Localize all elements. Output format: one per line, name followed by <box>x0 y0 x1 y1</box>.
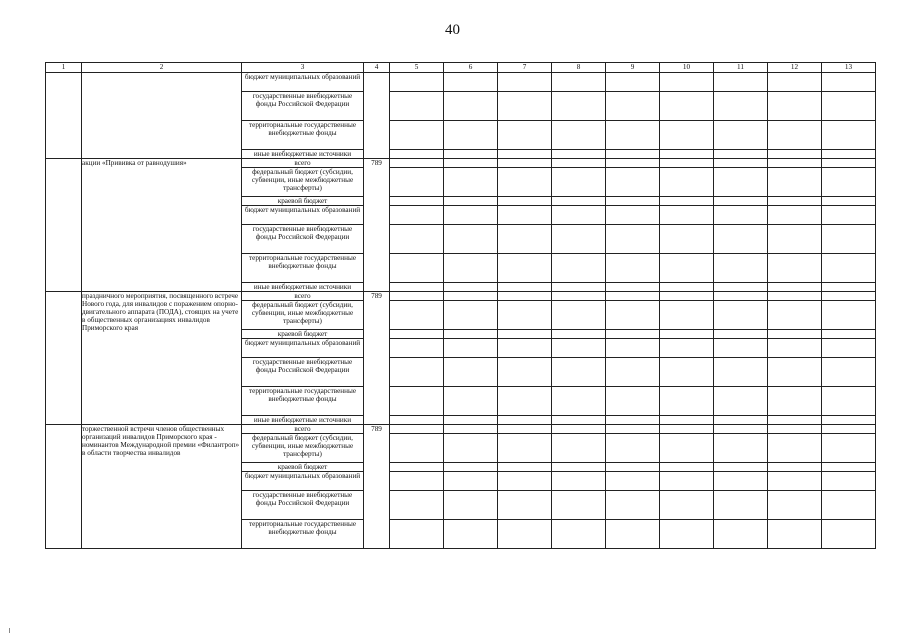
value-cell <box>714 425 768 434</box>
value-cell <box>714 491 768 520</box>
value-cell <box>390 159 444 168</box>
value-cell <box>444 206 498 225</box>
value-cell <box>552 73 606 92</box>
funding-source-cell: краевой бюджет <box>242 330 364 339</box>
column-header: 6 <box>444 63 498 73</box>
value-cell <box>606 150 660 159</box>
value-cell <box>714 301 768 330</box>
column-header: 7 <box>498 63 552 73</box>
value-cell <box>660 121 714 150</box>
value-cell <box>444 121 498 150</box>
value-cell <box>822 206 876 225</box>
value-cell <box>768 283 822 292</box>
value-cell <box>552 416 606 425</box>
value-cell <box>444 434 498 463</box>
value-cell <box>444 168 498 197</box>
page-number: 40 <box>445 22 460 38</box>
value-cell <box>390 330 444 339</box>
value-cell <box>444 520 498 549</box>
value-cell <box>660 416 714 425</box>
value-cell <box>768 339 822 358</box>
value-cell <box>552 425 606 434</box>
row-number-cell <box>46 292 82 425</box>
funding-source-cell: государственные внебюджетные фонды Российской Федерации <box>242 92 364 121</box>
value-cell <box>768 491 822 520</box>
value-cell <box>498 150 552 159</box>
value-cell <box>552 491 606 520</box>
value-cell <box>822 225 876 254</box>
value-cell <box>768 416 822 425</box>
value-cell <box>606 339 660 358</box>
funding-source-cell: федеральный бюджет (субсидии, субвенции, иные межбюджетные трансферты) <box>242 434 364 463</box>
event-name-cell: торжественной встречи членов общественных организаций инвалидов Приморского края - номинантов Международной премии «Филантроп» в области творчества инвалидов <box>82 425 242 549</box>
value-cell <box>822 425 876 434</box>
value-cell <box>606 254 660 283</box>
value-cell <box>390 121 444 150</box>
value-cell <box>390 425 444 434</box>
value-cell <box>552 92 606 121</box>
value-cell <box>444 387 498 416</box>
value-cell <box>552 339 606 358</box>
funding-source-cell: иные внебюджетные источники <box>242 283 364 292</box>
value-cell <box>444 339 498 358</box>
value-cell <box>714 225 768 254</box>
value-cell <box>660 159 714 168</box>
value-cell <box>444 491 498 520</box>
value-cell <box>606 358 660 387</box>
funding-source-cell: федеральный бюджет (субсидии, субвенции, иные межбюджетные трансферты) <box>242 301 364 330</box>
value-cell <box>822 491 876 520</box>
value-cell <box>660 206 714 225</box>
value-cell <box>660 387 714 416</box>
value-cell <box>552 206 606 225</box>
value-cell <box>768 206 822 225</box>
code-cell: 789 <box>364 292 390 425</box>
value-cell <box>660 73 714 92</box>
value-cell <box>714 254 768 283</box>
value-cell <box>390 150 444 159</box>
value-cell <box>768 150 822 159</box>
value-cell <box>660 197 714 206</box>
funding-source-cell: территориальные государственные внебюджетные фонды <box>242 254 364 283</box>
funding-source-cell: иные внебюджетные источники <box>242 150 364 159</box>
value-cell <box>822 121 876 150</box>
funding-source-cell: территориальные государственные внебюджетные фонды <box>242 520 364 549</box>
value-cell <box>822 520 876 549</box>
value-cell <box>498 206 552 225</box>
table-row <box>46 73 876 92</box>
value-cell <box>390 283 444 292</box>
column-header: 4 <box>364 63 390 73</box>
value-cell <box>390 225 444 254</box>
value-cell <box>390 520 444 549</box>
value-cell <box>498 387 552 416</box>
value-cell <box>498 121 552 150</box>
value-cell <box>606 292 660 301</box>
column-header: 11 <box>714 63 768 73</box>
code-cell <box>364 73 390 159</box>
value-cell <box>660 225 714 254</box>
funding-source-cell: иные внебюджетные источники <box>242 416 364 425</box>
column-header: 8 <box>552 63 606 73</box>
value-cell <box>660 425 714 434</box>
value-cell <box>714 283 768 292</box>
value-cell <box>822 339 876 358</box>
header-row <box>46 63 876 73</box>
value-cell <box>768 73 822 92</box>
value-cell <box>498 416 552 425</box>
value-cell <box>552 434 606 463</box>
value-cell <box>768 330 822 339</box>
value-cell <box>390 168 444 197</box>
value-cell <box>498 330 552 339</box>
event-name-cell <box>82 73 242 159</box>
value-cell <box>390 434 444 463</box>
column-header: 2 <box>82 63 242 73</box>
value-cell <box>714 206 768 225</box>
value-cell <box>606 463 660 472</box>
value-cell <box>822 301 876 330</box>
value-cell <box>498 434 552 463</box>
column-header: 1 <box>46 63 82 73</box>
value-cell <box>714 73 768 92</box>
value-cell <box>822 292 876 301</box>
value-cell <box>444 73 498 92</box>
funding-source-cell: государственные внебюджетные фонды Российской Федерации <box>242 491 364 520</box>
value-cell <box>768 159 822 168</box>
value-cell <box>498 254 552 283</box>
value-cell <box>552 197 606 206</box>
value-cell <box>390 358 444 387</box>
value-cell <box>768 225 822 254</box>
funding-source-cell: бюджет муниципальных образований <box>242 73 364 92</box>
value-cell <box>660 358 714 387</box>
value-cell <box>390 292 444 301</box>
value-cell <box>444 301 498 330</box>
funding-source-cell: федеральный бюджет (субсидии, субвенции, иные межбюджетные трансферты) <box>242 168 364 197</box>
value-cell <box>444 197 498 206</box>
value-cell <box>606 283 660 292</box>
event-name-cell: акции «Прививка от равнодушия» <box>82 159 242 292</box>
code-cell: 789 <box>364 425 390 549</box>
value-cell <box>768 358 822 387</box>
value-cell <box>552 225 606 254</box>
funding-source-cell: государственные внебюджетные фонды Российской Федерации <box>242 358 364 387</box>
event-name-cell: праздничного мероприятия, посвященного встрече Нового года, для инвалидов с поражением опорно-двигательного аппарата (ПОДА), стоящих на учете в общественных организациях инвалидов Приморского края <box>82 292 242 425</box>
value-cell <box>498 358 552 387</box>
value-cell <box>822 159 876 168</box>
value-cell <box>768 121 822 150</box>
value-cell <box>606 159 660 168</box>
value-cell <box>660 339 714 358</box>
value-cell <box>714 387 768 416</box>
value-cell <box>822 283 876 292</box>
funding-source-cell: территориальные государственные внебюджетные фонды <box>242 387 364 416</box>
value-cell <box>768 434 822 463</box>
budget-table <box>45 62 876 549</box>
value-cell <box>768 197 822 206</box>
value-cell <box>714 472 768 491</box>
value-cell <box>660 472 714 491</box>
value-cell <box>714 168 768 197</box>
value-cell <box>390 73 444 92</box>
value-cell <box>552 358 606 387</box>
value-cell <box>552 292 606 301</box>
value-cell <box>498 73 552 92</box>
value-cell <box>498 159 552 168</box>
value-cell <box>822 92 876 121</box>
value-cell <box>498 463 552 472</box>
value-cell <box>768 254 822 283</box>
value-cell <box>390 197 444 206</box>
value-cell <box>660 168 714 197</box>
value-cell <box>606 92 660 121</box>
value-cell <box>444 358 498 387</box>
column-header: 9 <box>606 63 660 73</box>
value-cell <box>822 463 876 472</box>
value-cell <box>552 159 606 168</box>
value-cell <box>606 520 660 549</box>
funding-source-cell: государственные внебюджетные фонды Российской Федерации <box>242 225 364 254</box>
column-header: 3 <box>242 63 364 73</box>
value-cell <box>714 416 768 425</box>
value-cell <box>822 358 876 387</box>
value-cell <box>444 150 498 159</box>
value-cell <box>606 206 660 225</box>
value-cell <box>552 254 606 283</box>
value-cell <box>768 92 822 121</box>
value-cell <box>498 520 552 549</box>
value-cell <box>444 330 498 339</box>
value-cell <box>714 339 768 358</box>
table-row <box>46 292 876 301</box>
column-header: 5 <box>390 63 444 73</box>
value-cell <box>552 121 606 150</box>
value-cell <box>552 301 606 330</box>
value-cell <box>606 225 660 254</box>
funding-source-cell: бюджет муниципальных образований <box>242 339 364 358</box>
value-cell <box>390 387 444 416</box>
value-cell <box>444 92 498 121</box>
scan-mark <box>9 628 10 633</box>
value-cell <box>660 254 714 283</box>
value-cell <box>498 168 552 197</box>
value-cell <box>552 168 606 197</box>
value-cell <box>552 150 606 159</box>
value-cell <box>714 121 768 150</box>
value-cell <box>552 520 606 549</box>
value-cell <box>390 92 444 121</box>
column-header: 10 <box>660 63 714 73</box>
value-cell <box>390 339 444 358</box>
value-cell <box>606 168 660 197</box>
value-cell <box>660 434 714 463</box>
value-cell <box>714 434 768 463</box>
value-cell <box>714 197 768 206</box>
value-cell <box>444 472 498 491</box>
value-cell <box>660 491 714 520</box>
value-cell <box>714 292 768 301</box>
value-cell <box>390 472 444 491</box>
value-cell <box>660 283 714 292</box>
value-cell <box>660 330 714 339</box>
value-cell <box>822 387 876 416</box>
value-cell <box>822 330 876 339</box>
code-cell: 789 <box>364 159 390 292</box>
value-cell <box>660 150 714 159</box>
value-cell <box>498 197 552 206</box>
table-row <box>46 425 876 434</box>
value-cell <box>768 292 822 301</box>
value-cell <box>768 301 822 330</box>
table-row <box>46 159 876 168</box>
value-cell <box>444 416 498 425</box>
value-cell <box>714 92 768 121</box>
value-cell <box>444 283 498 292</box>
row-number-cell <box>46 73 82 159</box>
funding-source-cell: территориальные государственные внебюджетные фонды <box>242 121 364 150</box>
column-header: 13 <box>822 63 876 73</box>
value-cell <box>390 416 444 425</box>
value-cell <box>768 520 822 549</box>
value-cell <box>390 463 444 472</box>
value-cell <box>606 387 660 416</box>
value-cell <box>714 150 768 159</box>
value-cell <box>714 463 768 472</box>
value-cell <box>444 292 498 301</box>
value-cell <box>498 283 552 292</box>
funding-source-cell: краевой бюджет <box>242 463 364 472</box>
value-cell <box>444 159 498 168</box>
value-cell <box>444 225 498 254</box>
value-cell <box>768 472 822 491</box>
value-cell <box>552 387 606 416</box>
value-cell <box>390 254 444 283</box>
value-cell <box>444 254 498 283</box>
value-cell <box>714 358 768 387</box>
value-cell <box>606 434 660 463</box>
funding-source-cell: всего <box>242 292 364 301</box>
value-cell <box>660 92 714 121</box>
column-header: 12 <box>768 63 822 73</box>
value-cell <box>606 472 660 491</box>
value-cell <box>552 330 606 339</box>
value-cell <box>822 416 876 425</box>
value-cell <box>714 520 768 549</box>
value-cell <box>498 92 552 121</box>
value-cell <box>552 463 606 472</box>
value-cell <box>606 491 660 520</box>
value-cell <box>660 292 714 301</box>
value-cell <box>822 472 876 491</box>
funding-source-cell: бюджет муниципальных образований <box>242 206 364 225</box>
value-cell <box>606 330 660 339</box>
row-number-cell <box>46 159 82 292</box>
value-cell <box>606 301 660 330</box>
funding-source-cell: бюджет муниципальных образований <box>242 472 364 491</box>
value-cell <box>444 463 498 472</box>
funding-source-cell: всего <box>242 425 364 434</box>
value-cell <box>714 159 768 168</box>
value-cell <box>768 168 822 197</box>
value-cell <box>444 425 498 434</box>
value-cell <box>390 301 444 330</box>
value-cell <box>660 520 714 549</box>
value-cell <box>552 472 606 491</box>
value-cell <box>768 425 822 434</box>
value-cell <box>822 434 876 463</box>
value-cell <box>606 416 660 425</box>
value-cell <box>606 121 660 150</box>
value-cell <box>498 292 552 301</box>
value-cell <box>498 339 552 358</box>
value-cell <box>498 491 552 520</box>
value-cell <box>606 425 660 434</box>
funding-source-cell: всего <box>242 159 364 168</box>
value-cell <box>822 150 876 159</box>
value-cell <box>822 168 876 197</box>
value-cell <box>606 73 660 92</box>
value-cell <box>606 197 660 206</box>
funding-source-cell: краевой бюджет <box>242 197 364 206</box>
value-cell <box>822 73 876 92</box>
value-cell <box>768 463 822 472</box>
value-cell <box>390 206 444 225</box>
value-cell <box>498 425 552 434</box>
value-cell <box>714 330 768 339</box>
value-cell <box>552 283 606 292</box>
value-cell <box>498 225 552 254</box>
value-cell <box>822 197 876 206</box>
value-cell <box>768 387 822 416</box>
value-cell <box>660 301 714 330</box>
value-cell <box>390 491 444 520</box>
value-cell <box>498 472 552 491</box>
value-cell <box>822 254 876 283</box>
value-cell <box>660 463 714 472</box>
value-cell <box>498 301 552 330</box>
row-number-cell <box>46 425 82 549</box>
